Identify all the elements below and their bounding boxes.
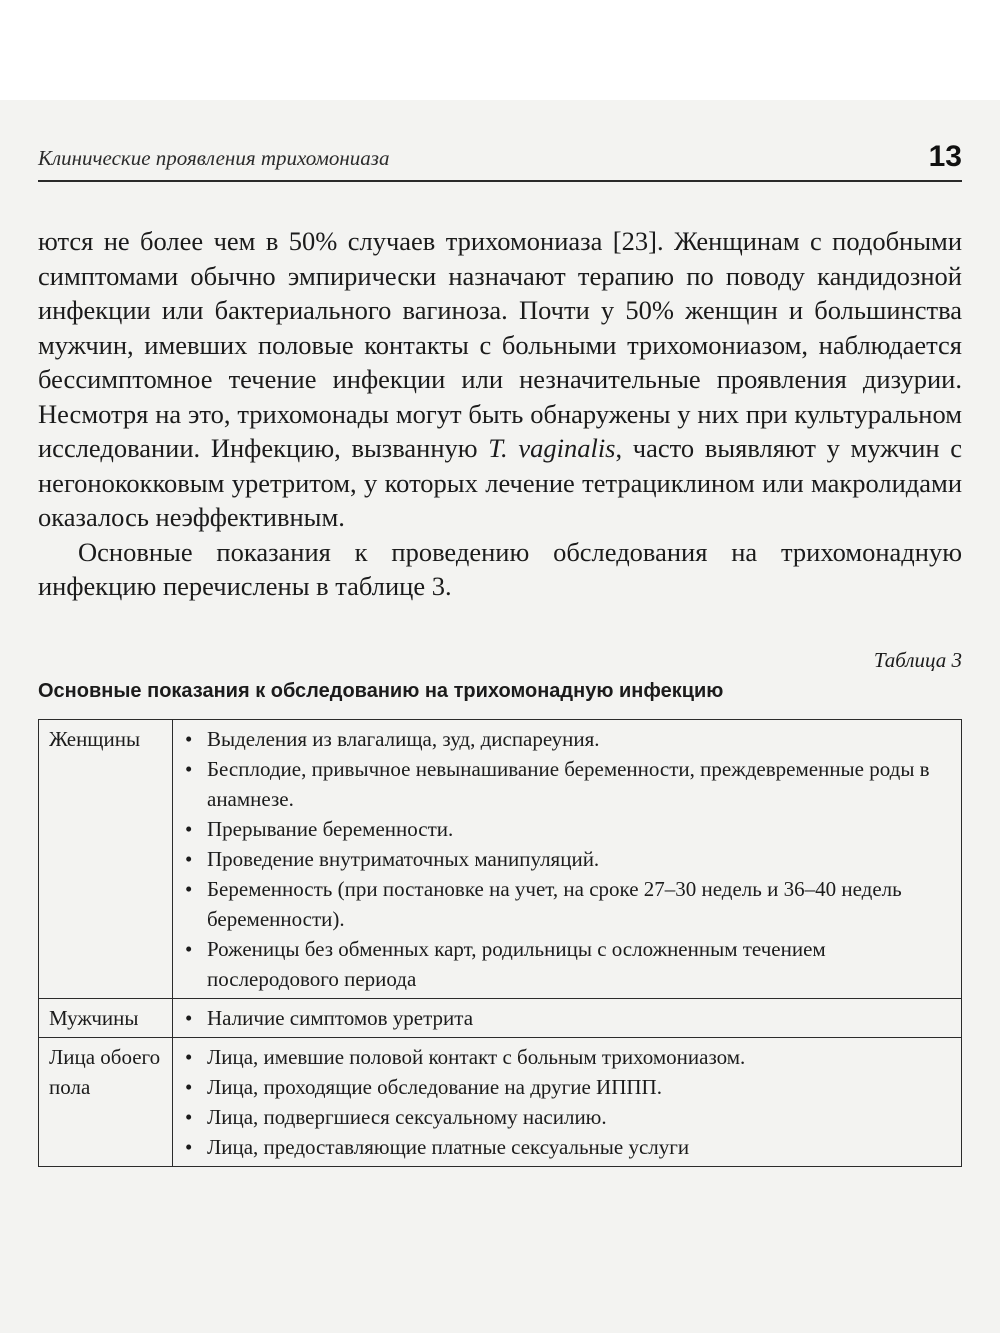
- list-item: • Беременность (при постановке на учет, на сроке 27–30 недель и 36–40 недель беременности).: [183, 874, 953, 934]
- paragraph-table-reference: Основные показания к проведению обследования на трихомонадную инфекцию перечислены в таблице 3.: [38, 536, 962, 601]
- indication-list: [183, 1003, 953, 1033]
- list-item: • Проведение внутриматочных манипуляций.: [183, 844, 953, 874]
- table-row: [39, 999, 962, 1038]
- list-item: • Выделения из влагалища, зуд, диспареуния.: [183, 724, 953, 754]
- table-row: [39, 1038, 962, 1167]
- group-cell: Мужчины: [39, 999, 173, 1038]
- group-cell: Женщины: [39, 720, 173, 999]
- items-cell: [173, 720, 962, 999]
- list-item: • Лица, подвергшиеся сексуальному насилию.: [183, 1102, 953, 1132]
- indication-list: [183, 724, 953, 994]
- table-number: Таблица 3: [873, 648, 962, 672]
- indications-table: [38, 719, 962, 1167]
- group-cell: Лица обоего пола: [39, 1038, 173, 1167]
- indication-list: [183, 1042, 953, 1162]
- list-item: • Бесплодие, привычное невынашивание беременности, преждевременные роды в анамнезе.: [183, 754, 953, 814]
- running-header: [38, 140, 962, 182]
- items-cell: [173, 999, 962, 1038]
- body-text: [38, 224, 962, 604]
- paragraph1-text-b: , часто выявляют у мужчин с негонококковым уретритом, у которых лечение тетрациклином или макролидами оказалось неэффективным.: [38, 433, 963, 532]
- running-title: Клинические проявления трихомониаза: [38, 146, 390, 170]
- items-cell: [173, 1038, 962, 1167]
- list-item: • Роженицы без обменных карт, родильницы с осложненным течением послеродового периода: [183, 934, 953, 994]
- page-number: 13: [928, 140, 962, 173]
- book-page: [0, 100, 1000, 1333]
- paragraph1-text-a: ются не более чем в 50% случаев трихомониаза [23]. Женщинам с подобными симптомами обычно эмпирически назначают терапию по поводу кандидозной инфекции или бактериального вагиноза. Почти у 50% женщин и большинства мужчин, имевших половые контакты с больными трихомониазом, наблюдается бессимптомное течение инфекции или незначительные проявления дизурии. Несмотря на это, трихомонады могут быть обнаружены у них при культуральном исследовании. Инфекцию, вызванную: [38, 226, 962, 463]
- table-row: [39, 720, 962, 999]
- species-name-italic: T. vaginalis: [488, 433, 616, 463]
- list-item: • Лица, проходящие обследование на другие ИППП.: [183, 1072, 953, 1102]
- table-title: Основные показания к обследованию на трихомонадную инфекцию: [38, 680, 724, 702]
- list-item: • Прерывание беременности.: [183, 814, 953, 844]
- list-item: • Наличие симптомов уретрита: [183, 1003, 953, 1033]
- paragraph-continued: [38, 224, 962, 535]
- list-item: • Лица, имевшие половой контакт с больным трихомониазом.: [183, 1042, 953, 1072]
- list-item: • Лица, предоставляющие платные сексуальные услуги: [183, 1132, 953, 1162]
